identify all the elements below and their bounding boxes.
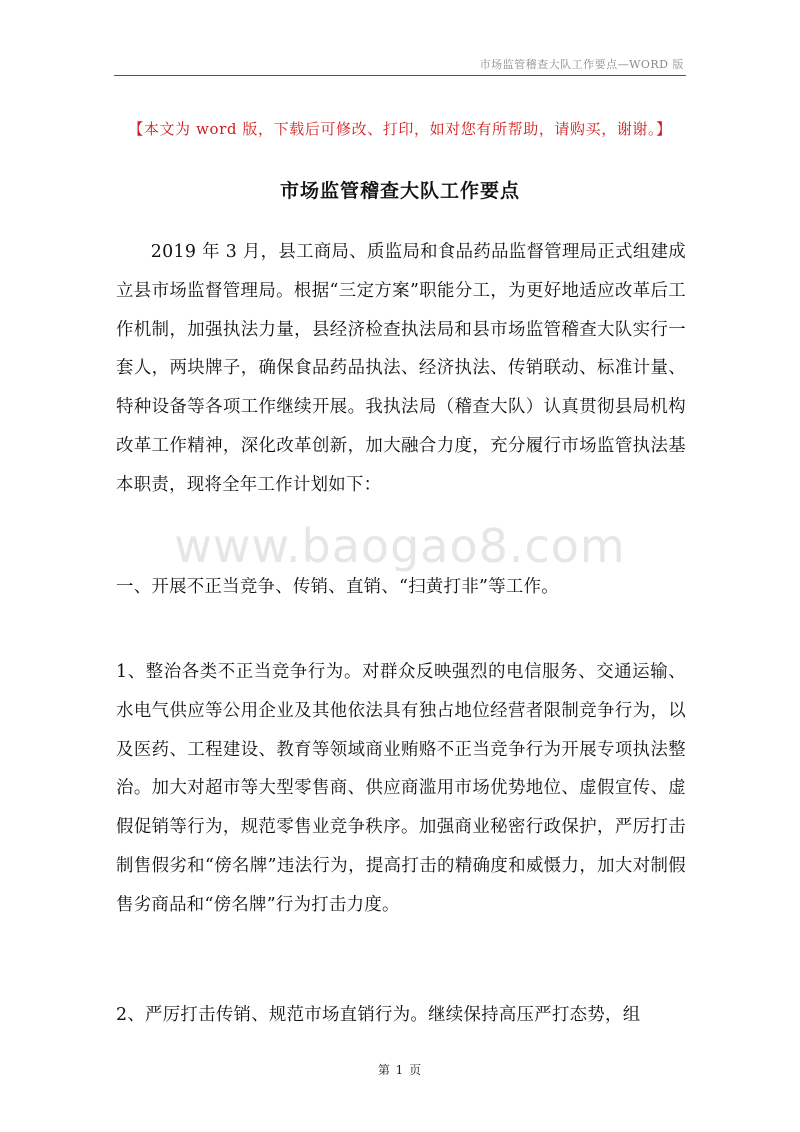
item-paragraph-2: 2、严厉打击传销、规范市场直销行为。继续保持高压严打态势，组 [116, 1005, 641, 1025]
page-number: 第 1 页 [377, 1063, 423, 1077]
item-paragraph-1: 1、整治各类不正当竞争行为。对群众反映强烈的电信服务、交通运输、水电气供应等公用企业及其他依法具有独占地位经营者限制竞争行为，以及医药、工程建设、教育等领域商业贿赂不正当竞争行为开展专项执法整治。加大对超市等大型零售商、供应商滥用市场优势地位、虚假宣传、虚假促销等行为，规范零售业竞争秩序。加强商业秘密行政保护，严厉打击制售假劣和“傍名牌”违法行为，提高打击的精确度和威慑力，加大对制假售劣商品和“傍名牌”行为打击力度。 [116, 662, 686, 915]
site-watermark: www.baogao8.com [174, 519, 626, 573]
header-divider [114, 75, 686, 76]
running-header: 市场监管稽查大队工作要点—WORD 版 [479, 58, 684, 71]
section-heading-1: 一、开展不正当竞争、传销、直销、“扫黄打非”等工作。 [116, 577, 559, 597]
purchase-notice: 【本文为 word 版，下载后可修改、打印，如对您有所帮助，请购买，谢谢。】 [128, 120, 672, 138]
document-title: 市场监管稽查大队工作要点 [279, 180, 520, 202]
intro-paragraph: 2019 年 3 月，县工商局、质监局和食品药品监督管理局正式组建成立县市场监督管理局。根据“三定方案”职能分工，为更好地适应改革后工作机制，加强执法力量，县经济检查执法局和县市场监管稽查大队实行一套人，两块牌子，确保食品药品执法、经济执法、传销联动、标准计量、特种设备等各项工作继续开展。我执法局（稽查大队）认真贯彻县局机构改革工作精神，深化改革创新，加大融合力度，充分履行市场监管执法基本职责，现将全年工作计划如下： [116, 242, 686, 495]
